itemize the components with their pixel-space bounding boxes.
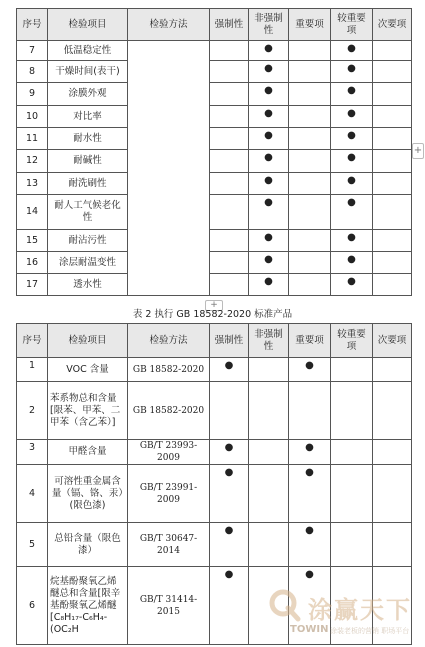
cell-item: VOC 含量: [48, 358, 128, 382]
inspection-table-1: [16, 8, 412, 296]
cell-no: 14: [17, 195, 48, 230]
towin-logo-icon: [268, 588, 302, 622]
cell-mandatory-mark: ●: [210, 465, 249, 523]
cell-method: GB/T 31414-2015: [128, 567, 210, 645]
table-row: [17, 128, 412, 150]
table-row: [17, 83, 412, 106]
table-row: [17, 106, 412, 128]
cell-non-mandatory-mark: ●: [249, 252, 289, 274]
cell-mandatory-mark: ●: [210, 358, 249, 382]
cell-less-major-mark: ●: [331, 195, 373, 230]
cell-non-mandatory-mark: ●: [249, 61, 289, 83]
cell-no: 9: [17, 83, 48, 106]
cell-less-major-mark: ●: [331, 106, 373, 128]
header-method: 检验方法: [128, 9, 210, 41]
table-row: [17, 274, 412, 296]
cell-item: 烷基酚聚氧乙烯醚总和含量[限辛基酚聚氧乙烯醚[C₈H₁₇-C₆H₄-(OC₂H: [48, 567, 128, 645]
cell-item: 对比率: [48, 106, 128, 128]
table-row: [17, 173, 412, 195]
table-header-row: [17, 9, 412, 41]
cell-less-major-mark: ●: [331, 252, 373, 274]
watermark-brand: TOWIN: [290, 624, 329, 635]
header-method: 检验方法: [128, 324, 210, 358]
header-less-major: 较重要项: [331, 324, 373, 358]
cell-no: 15: [17, 230, 48, 252]
cell-non-mandatory-mark: ●: [249, 195, 289, 230]
cell-no: 6: [17, 567, 48, 645]
cell-method: GB 18582-2020: [128, 382, 210, 440]
cell-no: 3: [17, 440, 48, 465]
table-row: [17, 41, 412, 61]
cell-less-major-mark: ●: [331, 41, 373, 61]
cell-no: 17: [17, 274, 48, 296]
cell-method: GB/T 23991-2009: [128, 465, 210, 523]
table-header-row: [17, 324, 412, 358]
header-major: 重要项: [289, 324, 331, 358]
header-minor: 次要项: [373, 9, 412, 41]
cell-no: 11: [17, 128, 48, 150]
cell-major-mark: ●: [289, 567, 331, 645]
cell-non-mandatory-mark: ●: [249, 128, 289, 150]
cell-no: 12: [17, 150, 48, 173]
cell-item: 耐碱性: [48, 150, 128, 173]
cell-item: 苯系物总和含量[限苯、甲苯、二甲苯（含乙苯）]: [48, 382, 128, 440]
table-row: [17, 150, 412, 173]
cell-non-mandatory-mark: ●: [249, 41, 289, 61]
cell-non-mandatory-mark: ●: [249, 150, 289, 173]
header-major: 重要项: [289, 9, 331, 41]
cell-no: 13: [17, 173, 48, 195]
table-row: [17, 230, 412, 252]
cell-less-major-mark: ●: [331, 83, 373, 106]
cell-less-major-mark: ●: [331, 150, 373, 173]
header-seq: 序号: [17, 324, 48, 358]
cell-no: 2: [17, 382, 48, 440]
cell-no: 16: [17, 252, 48, 274]
header-minor: 次要项: [373, 324, 412, 358]
header-less-major: 较重要项: [331, 9, 373, 41]
header-non-mandatory: 非强制性: [249, 324, 289, 358]
watermark: [268, 588, 418, 640]
header-non-mandatory: 非强制性: [249, 9, 289, 41]
cell-item: 低温稳定性: [48, 41, 128, 61]
cell-item: 总铅含量（限色漆）: [48, 523, 128, 567]
cell-less-major-mark: ●: [331, 128, 373, 150]
cell-item: 可溶性重金属含量（镉、铬、汞）(限色漆): [48, 465, 128, 523]
cell-item: 干燥时间(表干): [48, 61, 128, 83]
cell-item: 耐人工气候老化性: [48, 195, 128, 230]
cell-item: 涂层耐温变性: [48, 252, 128, 274]
cell-non-mandatory-mark: ●: [249, 83, 289, 106]
cell-less-major-mark: ●: [331, 173, 373, 195]
cell-no: 10: [17, 106, 48, 128]
cell-non-mandatory-mark: ●: [249, 274, 289, 296]
table-row: [17, 382, 412, 440]
cell-item: 耐沾污性: [48, 230, 128, 252]
cell-method-empty: [128, 41, 210, 296]
cell-less-major-mark: ●: [331, 230, 373, 252]
cell-mandatory-mark: ●: [210, 567, 249, 645]
cell-item: 耐水性: [48, 128, 128, 150]
table-row: [17, 252, 412, 274]
cell-item: 耐洗刷性: [48, 173, 128, 195]
watermark-slogan: 涂装老板的营销 职场平台: [330, 627, 410, 635]
add-row-handle[interactable]: +: [205, 300, 223, 311]
table-row: [17, 523, 412, 567]
table-row: [17, 195, 412, 230]
table-row: [17, 358, 412, 382]
table-row: [17, 465, 412, 523]
cell-method: GB 18582-2020: [128, 358, 210, 382]
cell-item: 涂膜外观: [48, 83, 128, 106]
cell-non-mandatory-mark: ●: [249, 230, 289, 252]
header-item: 检验项目: [48, 324, 128, 358]
table-row: [17, 61, 412, 83]
cell-method: GB/T 30647-2014: [128, 523, 210, 567]
add-column-handle[interactable]: +: [412, 143, 424, 159]
header-mandatory: 强制性: [210, 9, 249, 41]
cell-method: GB/T 23993-2009: [128, 440, 210, 465]
cell-no: 7: [17, 41, 48, 61]
cell-mandatory-mark: ●: [210, 523, 249, 567]
header-item: 检验项目: [48, 9, 128, 41]
watermark-name: 涂赢天下: [308, 595, 412, 624]
table-caption: 表 2 执行 GB 18582-2020 标准产品: [132, 309, 293, 320]
cell-less-major-mark: ●: [331, 61, 373, 83]
cell-non-mandatory-mark: ●: [249, 173, 289, 195]
cell-no: 1: [17, 358, 48, 382]
cell-major-mark: ●: [289, 440, 331, 465]
cell-no: 5: [17, 523, 48, 567]
cell-non-mandatory-mark: ●: [249, 106, 289, 128]
cell-major-mark: ●: [289, 358, 331, 382]
header-seq: 序号: [17, 9, 48, 41]
cell-no: 8: [17, 61, 48, 83]
cell-item: 甲醛含量: [48, 440, 128, 465]
cell-no: 4: [17, 465, 48, 523]
cell-less-major-mark: ●: [331, 274, 373, 296]
table-row: [17, 440, 412, 465]
cell-major-mark: ●: [289, 523, 331, 567]
cell-mandatory-mark: ●: [210, 440, 249, 465]
cell-major-mark: ●: [289, 465, 331, 523]
header-mandatory: 强制性: [210, 324, 249, 358]
cell-item: 透水性: [48, 274, 128, 296]
